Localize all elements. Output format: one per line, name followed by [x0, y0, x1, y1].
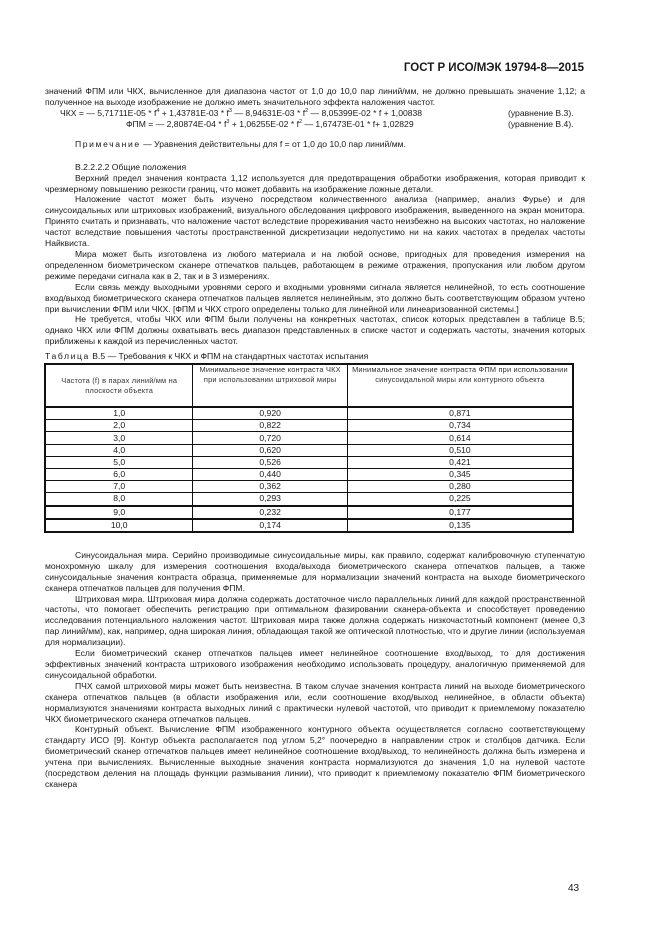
paragraph: Контурный объект. Вычисление ФПМ изображенного контурного объекта осуществляется согласно соответствующему стандарту ИСО [9]. Контур объекта располагается под углом 5,2° поочередно в направлении строк и столбцов датчика. Если биометрический сканер отпечатков пальцев имеет нелинейное соотношение вход/выход, то нелинейность должна быть измерена и учтена при вычислениях. Вычисленные выходные значения контраста нормализуются до значения 1,0 на нулевой частоте (посредством деления на площадь функции размывания линии), что приводит к приемлемому показателю ФПМ биометрического сканера	[45, 724, 585, 789]
note-label: Примечание	[75, 138, 141, 149]
page-number: 43	[568, 883, 580, 894]
paragraph: Наложение частот может быть изучено посредством количественного анализа (например, анализ Фурье) и для синусоидальных или штриховых изображений, визуального обследования цифрового изображения, выведенного на экран монитора. Принято считать и признавать, что наложение частот вследствие прореживания часто неизбежно на высоких частотах, но наложение частот вследствие повышения частоты пространственной дискретизации недопустимо ни на каких частотах в пределах частоты Найквиста.	[45, 194, 585, 249]
note	[45, 139, 585, 150]
column-header-frequency: Частота (f) в парах линий/мм на плоскости объекта	[45, 364, 193, 407]
table-row: 6,0 0,440 0,345	[45, 468, 573, 480]
document-body	[45, 86, 585, 790]
table-caption: Таблица В.5 — Требования к ЧКХ и ФПМ на стандартных частотах испытания	[45, 351, 369, 362]
equation-b4: ФПМ = — $2,80874E-04 * f^3 + 1,06255E-02 * f^2$ — 1,67473E-01 * f+ 1,02829 (уравнение В.4).	[126, 118, 574, 129]
paragraph: Верхний предел значения контраста 1,12 используется для предотвращения обработки изображения, которая приводит к чрезмерному повышению резкости границ, что может добавить на изображение ложные детали.	[45, 172, 585, 194]
table-row: 9,0 0,232 0,177	[45, 506, 573, 519]
paragraph: Не требуется, чтобы ЧКХ или ФПМ были получены на конкретных частотах, список которых представлен в таблице В.5; однако ЧКХ или ФПМ должны охватывать весь диапазон представленных в списке частот и содержать частоты, значения которых приближены к каждой из перечисленных частот.	[45, 314, 585, 347]
table-row: 7,0 0,362 0,280	[45, 481, 573, 493]
eq-term: ФПМ = — 2,80874E-04 * f	[126, 118, 227, 129]
column-header-ctf: Минимальное значение контраста ЧКХ при использовании штриховой миры	[193, 364, 347, 407]
table-header-row	[45, 364, 573, 407]
paragraph: Мира может быть изготовлена из любого материала и на любой основе, пригодных для проведения измерения на определенном биометрическом сканере отпечатков пальцев, работающем в режиме отражения, пропускания или любом другом режиме передачи сигнала как в 2, так и в 3 измерениях.	[45, 248, 585, 281]
paragraph: Если связь между выходными уровнями серого и входными уровнями сигнала является нелинейной, то есть соотношение вход/выход биометрического сканера отпечатков пальцев является нелинейным, это должно быть соответствующим образом учтено при вычислении ФПМ или ЧКХ. [ФПМ и ЧКХ строго определены только для линейной или линеаризованной системы.]	[45, 281, 585, 314]
intro-paragraph: значений ФПМ или ЧКХ, вычисленное для диапазона частот от 1,0 до 10,0 пар линий/мм, не должно превышать значение 1,12; а полученное на выходе изображение не должно иметь значительного эффекта наложения частот.	[45, 86, 585, 107]
equation-b3: ЧКХ = — $5,71711E-05 * f^4 + 1,43781E-03 * f^3$ — $8,94631E-03 * f^2$ — 8,05399E-02 * f + 1,00838 (уравнение В.3).	[60, 107, 574, 118]
table-row: 4,0 0,620 0,510	[45, 444, 573, 456]
note-text: — Уравнения действительны для f = от 1,0 до 10,0 пар линий/мм.	[140, 138, 406, 149]
table-row: 2,0 0,822 0,734	[45, 420, 573, 432]
requirements-table	[44, 363, 574, 533]
table-row: 3,0 0,720 0,614	[45, 432, 573, 444]
section-heading: В.2.2.2.2 Общие положения	[75, 161, 187, 172]
paragraph: Если биометрический сканер отпечатков пальцев имеет нелинейное соотношение вход/выход, то для достижения эффективных значений контраста штрихового изображения необходимо использовать процедуру, аналогичную применяемой для синусоидальной обработки.	[45, 648, 585, 680]
table-row: 1,0 0,920 0,871	[45, 407, 573, 420]
equation-ref: (уравнение В.4).	[508, 118, 574, 129]
table-row: 8,0 0,293 0,225	[45, 493, 573, 506]
eq-term: ЧКХ = — 5,71711E-05 * f	[60, 107, 157, 118]
document-header: ГОСТ Р ИСО/МЭК 19794-8—2015	[403, 62, 584, 74]
paragraph: Синусоидальная мира. Серийно производимые синусоидальные миры, как правило, содержат калибровочную ступенчатую монохромную шкалу для измерения соотношения входа/выхода биометрического сканера отпечатков пальцев, а также синусоидальные значения контраста образца, применяемые для нормализации значений контраста на выходе биометрического сканера отпечатков пальцев для получения ФПМ.	[45, 549, 585, 593]
paragraph: Штриховая мира. Штриховая мира должна содержать достаточное число параллельных линий для каждой пространственной частоты, что помогает обеспечить регистрацию при оптимальном фазировании сканера-объекта и способствует проведению исследования потенциального наложения частот. Штриховая мира также должна содержать низкочастотный компонент (менее 0,3 пар линий/мм), как, например, одна широкая линия, обладающая такой же оптической плотностью, что и другие линии (используемая для нормализации).	[45, 593, 585, 648]
table-row: 10,0 0,174 0,135	[45, 519, 573, 532]
paragraph: ПЧХ самой штриховой миры может быть неизвестна. В таком случае значения контраста линий на выходе биометрического сканера отпечатков пальцев (в области изображения или, если соотношение вход/выход нелинейное, в области объекта) нормализуются значениями контраста выходных линий с практически нулевой частотой, что приводит к приемлемому показателю ЧКХ биометрического сканера отпечатков пальцев.	[45, 680, 585, 724]
equation-ref: (уравнение В.3).	[508, 107, 574, 118]
table-row: 5,0 0,526 0,421	[45, 456, 573, 468]
column-header-mtf: Минимальное значение контраста ФПМ при использовании синусоидальной миры или контурного объекта	[347, 364, 573, 407]
